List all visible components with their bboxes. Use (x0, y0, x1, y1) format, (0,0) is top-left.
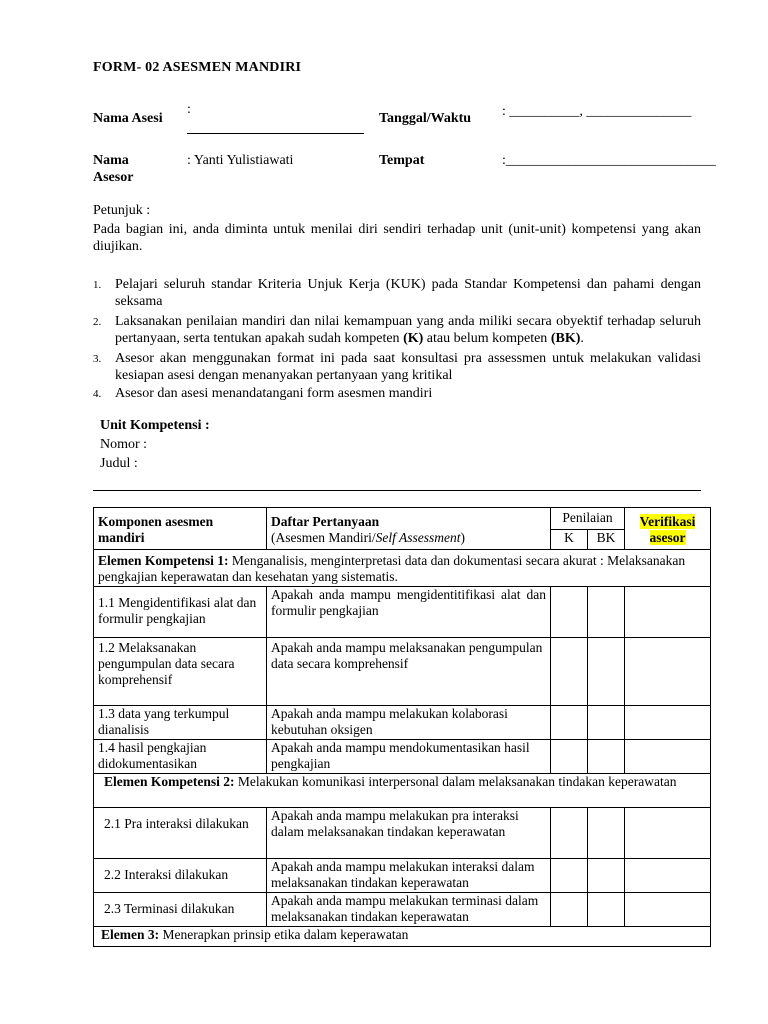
nama-asesor-value: : Yanti Yulistiawati (187, 153, 294, 168)
kompeten-code: (K) (403, 331, 424, 346)
header-bk: BK (588, 530, 625, 550)
pertanyaan-cell: Apakah anda mampu melakukan pra interaksi dalam melaksanakan tindakan keperawatan (267, 808, 551, 859)
tanggal-label: Tanggal/Waktu (379, 111, 472, 126)
k-checkbox[interactable] (551, 638, 588, 706)
list-item (93, 385, 701, 402)
k-checkbox[interactable] (551, 587, 588, 638)
unit-kompetensi-label: Unit Kompetensi : (100, 418, 210, 433)
k-checkbox[interactable] (551, 893, 588, 927)
pertanyaan-cell: Apakah anda mampu mendokumentasikan hasil pengkajian (267, 740, 551, 774)
bk-checkbox[interactable] (588, 740, 625, 774)
tempat-field[interactable]: :______________________________ (502, 153, 716, 168)
table-row (94, 638, 711, 706)
header-penilaian: Penilaian (551, 508, 625, 530)
verifikasi-cell[interactable] (625, 740, 711, 774)
nama-asesi-colon: : (187, 102, 191, 117)
header-komponen: Komponen asesmen mandiri (94, 508, 267, 550)
list-text: Asesor dan asesi menandatangani form asesmen mandiri (115, 386, 433, 401)
assessment-table (93, 507, 711, 947)
elemen-3-row: Elemen 3: Menerapkan prinsip etika dalam keperawatan (94, 927, 711, 947)
list-number: 1. (93, 279, 102, 291)
header-k: K (551, 530, 588, 550)
komponen-cell: 2.2 Interaksi dilakukan (94, 859, 267, 893)
bk-checkbox[interactable] (588, 638, 625, 706)
belum-kompeten-code: (BK) (550, 331, 581, 346)
k-checkbox[interactable] (551, 740, 588, 774)
komponen-cell: 2.3 Terminasi dilakukan (94, 893, 267, 927)
table-row (94, 859, 711, 893)
verifikasi-cell[interactable] (625, 638, 711, 706)
tanggal-field[interactable]: : __________, _______________ (502, 104, 692, 119)
komponen-cell: 1.3 data yang terkumpul dianalisis (94, 706, 267, 740)
verifikasi-cell[interactable] (625, 587, 711, 638)
table-row (94, 706, 711, 740)
tempat-label: Tempat (379, 153, 425, 168)
nama-asesor-label-1: Nama (93, 153, 129, 168)
nama-asesi-label: Nama Asesi (93, 111, 163, 126)
k-checkbox[interactable] (551, 859, 588, 893)
list-item (93, 276, 701, 310)
pertanyaan-cell: Apakah anda mampu melakukan terminasi dalam melaksanakan tindakan keperawatan (267, 893, 551, 927)
list-text: Laksanakan penilaian mandiri dan nilai kemampuan yang anda miliki secara obyektif terhadap seluruh pertanyaan, serta tentukan apakah sudah kompeten (K) atau belum kompeten (BK). (115, 314, 701, 346)
form-title: FORM- 02 ASESMEN MANDIRI (93, 60, 302, 75)
unit-nomor: Nomor : (100, 437, 148, 452)
bk-checkbox[interactable] (588, 859, 625, 893)
bk-checkbox[interactable] (588, 808, 625, 859)
header-verifikasi: Verifikasi asesor (625, 508, 711, 550)
table-row (94, 893, 711, 927)
k-checkbox[interactable] (551, 808, 588, 859)
list-item (93, 313, 701, 347)
pertanyaan-cell: Apakah anda mampu melaksanakan pengumpulan data secara komprehensif (267, 638, 551, 706)
unit-judul: Judul : (100, 456, 138, 471)
table-row (94, 587, 711, 638)
komponen-cell: 2.1 Pra interaksi dilakukan (94, 808, 267, 859)
verifikasi-cell[interactable] (625, 893, 711, 927)
petunjuk-intro: Pada bagian ini, anda diminta untuk menilai diri sendiri terhadap unit (unit-unit) kompetensi yang akan diujikan. (93, 222, 701, 254)
pertanyaan-cell: Apakah anda mampu mengidentitifikasi alat dan formulir pengkajian (267, 587, 551, 638)
divider (93, 490, 701, 491)
pertanyaan-cell: Apakah anda mampu melakukan kolaborasi kebutuhan oksigen (267, 706, 551, 740)
list-number: 2. (93, 316, 102, 328)
list-text: Pelajari seluruh standar Kriteria Unjuk Kerja (KUK) pada Standar Kompetensi dan pahami dengan seksama (115, 277, 701, 309)
bk-checkbox[interactable] (588, 893, 625, 927)
nama-asesi-field[interactable] (187, 133, 364, 134)
header-daftar: Daftar Pertanyaan (Asesmen Mandiri/Self Assessment) (267, 508, 551, 550)
list-item (93, 350, 701, 384)
bk-checkbox[interactable] (588, 706, 625, 740)
verifikasi-cell[interactable] (625, 808, 711, 859)
elemen-1-row: Elemen Kompetensi 1: Menganalisis, menginterpretasi data dan dokumentasi secara akurat : Melaksanakan pengkajian keperawatan dan kesehatan yang sistematis. (94, 550, 711, 587)
komponen-cell: 1.4 hasil pengkajian didokumentasikan (94, 740, 267, 774)
komponen-cell: 1.2 Melaksanakan pengumpulan data secara komprehensif (94, 638, 267, 706)
k-checkbox[interactable] (551, 706, 588, 740)
list-text: Asesor akan menggunakan format ini pada saat konsultasi pra assessmen untuk melakukan validasi kesiapan asesi dengan menanyakan pertanyaan yang kritikal (115, 351, 701, 383)
pertanyaan-cell: Apakah anda mampu melakukan interaksi dalam melaksanakan tindakan keperawatan (267, 859, 551, 893)
list-number: 3. (93, 353, 102, 365)
list-number: 4. (93, 388, 102, 400)
table-row (94, 740, 711, 774)
komponen-cell: 1.1 Mengidentifikasi alat dan formulir pengkajian (94, 587, 267, 638)
nama-asesor-label-2: Asesor (93, 170, 134, 185)
table-row (94, 808, 711, 859)
petunjuk-label: Petunjuk : (93, 203, 151, 218)
elemen-2-row: Elemen Kompetensi 2: Melakukan komunikasi interpersonal dalam melaksanakan tindakan keperawatan (94, 774, 711, 808)
verifikasi-cell[interactable] (625, 706, 711, 740)
bk-checkbox[interactable] (588, 587, 625, 638)
verifikasi-cell[interactable] (625, 859, 711, 893)
